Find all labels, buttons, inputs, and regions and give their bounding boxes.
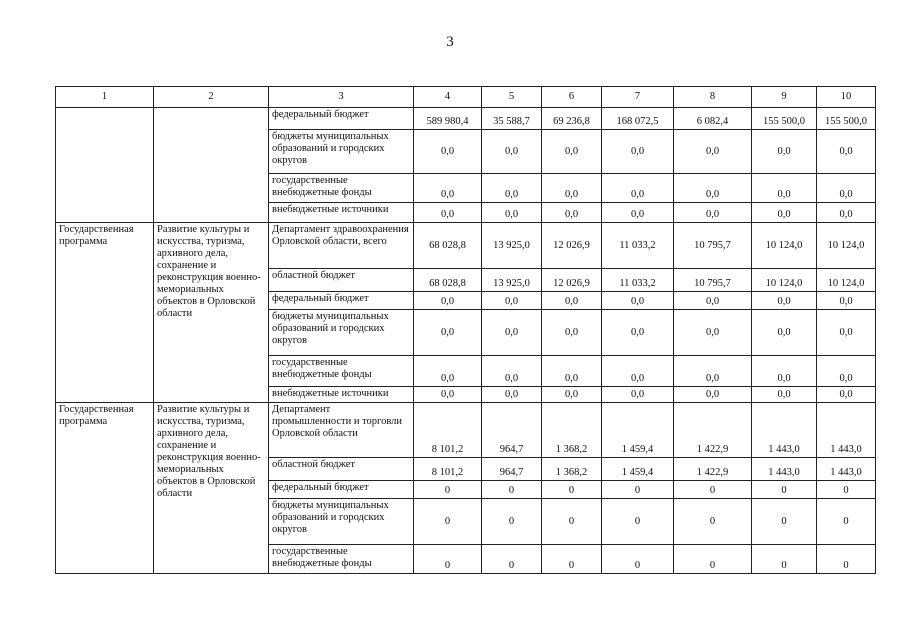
amount-cell: 0 xyxy=(414,499,482,545)
amount-cell: 0,0 xyxy=(674,292,752,310)
amount-cell: 0 xyxy=(752,545,817,574)
funding-source-cell: внебюджетные источники xyxy=(269,203,414,223)
funding-source-cell: государственные внебюджетные фонды xyxy=(269,545,414,574)
amount-cell: 0 xyxy=(817,481,876,499)
program-type-cell: Государственная программа xyxy=(56,403,154,574)
amount-cell: 0,0 xyxy=(482,387,542,403)
amount-cell: 0,0 xyxy=(817,387,876,403)
amount-cell: 0 xyxy=(542,481,602,499)
amount-cell: 0,0 xyxy=(542,174,602,203)
funding-source-cell: федеральный бюджет xyxy=(269,292,414,310)
amount-cell: 0 xyxy=(817,545,876,574)
amount-cell: 0 xyxy=(674,545,752,574)
funding-source-cell: областной бюджет xyxy=(269,269,414,292)
amount-cell: 0 xyxy=(414,481,482,499)
amount-cell: 0,0 xyxy=(602,130,674,174)
amount-cell: 8 101,2 xyxy=(414,403,482,458)
program-title-cell: Развитие культуры и искусства, туризма, архивного дела, сохранение и реконструкция военно-мемориальных объектов в Орловской области xyxy=(154,403,269,574)
funding-source-cell: государственные внебюджетные фонды xyxy=(269,356,414,387)
program-title-cell: Развитие культуры и искусства, туризма, архивного дела, сохранение и реконструкция военно-мемориальных объектов в Орловской области xyxy=(154,223,269,403)
amount-cell: 0,0 xyxy=(542,130,602,174)
column-number-cell: 6 xyxy=(542,87,602,108)
amount-cell: 0,0 xyxy=(817,356,876,387)
column-number-row xyxy=(56,87,876,108)
amount-cell: 35 588,7 xyxy=(482,108,542,130)
amount-cell: 0 xyxy=(482,481,542,499)
amount-cell: 0,0 xyxy=(414,387,482,403)
amount-cell: 0,0 xyxy=(414,130,482,174)
amount-cell: 0,0 xyxy=(414,203,482,223)
amount-cell: 0,0 xyxy=(752,310,817,356)
amount-cell: 0,0 xyxy=(674,310,752,356)
amount-cell: 0,0 xyxy=(414,292,482,310)
amount-cell: 0 xyxy=(602,545,674,574)
amount-cell: 0,0 xyxy=(674,130,752,174)
amount-cell: 0,0 xyxy=(414,356,482,387)
table-row xyxy=(56,223,876,269)
amount-cell: 13 925,0 xyxy=(482,223,542,269)
amount-cell: 0,0 xyxy=(482,203,542,223)
amount-cell: 69 236,8 xyxy=(542,108,602,130)
amount-cell: 0,0 xyxy=(817,310,876,356)
amount-cell: 0,0 xyxy=(817,292,876,310)
amount-cell: 0,0 xyxy=(482,292,542,310)
amount-cell: 1 459,4 xyxy=(602,403,674,458)
funding-source-cell: Департамент здравоохранения Орловской области, всего xyxy=(269,223,414,269)
funding-source-cell: Департамент промышленности и торговли Орловской области xyxy=(269,403,414,458)
column-number-cell: 3 xyxy=(269,87,414,108)
amount-cell: 0 xyxy=(482,545,542,574)
amount-cell: 10 124,0 xyxy=(817,223,876,269)
amount-cell: 168 072,5 xyxy=(602,108,674,130)
column-number-cell: 8 xyxy=(674,87,752,108)
amount-cell: 1 368,2 xyxy=(542,458,602,481)
program-title-cell xyxy=(154,108,269,223)
amount-cell: 0 xyxy=(602,481,674,499)
amount-cell: 68 028,8 xyxy=(414,269,482,292)
amount-cell: 0,0 xyxy=(542,292,602,310)
funding-source-cell: федеральный бюджет xyxy=(269,481,414,499)
column-number-cell: 4 xyxy=(414,87,482,108)
funding-source-cell: бюджеты муниципальных образований и городских округов xyxy=(269,499,414,545)
column-number-cell: 9 xyxy=(752,87,817,108)
amount-cell: 155 500,0 xyxy=(817,108,876,130)
column-number-cell: 5 xyxy=(482,87,542,108)
amount-cell: 10 124,0 xyxy=(752,223,817,269)
amount-cell: 0,0 xyxy=(602,387,674,403)
amount-cell: 0,0 xyxy=(674,203,752,223)
funding-source-cell: федеральный бюджет xyxy=(269,108,414,130)
amount-cell: 0,0 xyxy=(542,310,602,356)
amount-cell: 1 422,9 xyxy=(674,403,752,458)
amount-cell: 1 443,0 xyxy=(817,403,876,458)
amount-cell: 0,0 xyxy=(752,387,817,403)
column-number-cell: 7 xyxy=(602,87,674,108)
column-number-cell: 1 xyxy=(56,87,154,108)
amount-cell: 10 124,0 xyxy=(817,269,876,292)
program-type-cell xyxy=(56,108,154,223)
amount-cell: 0 xyxy=(752,499,817,545)
amount-cell: 0 xyxy=(414,545,482,574)
amount-cell: 964,7 xyxy=(482,458,542,481)
amount-cell: 0,0 xyxy=(542,387,602,403)
amount-cell: 0,0 xyxy=(542,203,602,223)
column-number-cell: 10 xyxy=(817,87,876,108)
amount-cell: 6 082,4 xyxy=(674,108,752,130)
amount-cell: 1 443,0 xyxy=(817,458,876,481)
amount-cell: 964,7 xyxy=(482,403,542,458)
amount-cell: 155 500,0 xyxy=(752,108,817,130)
funding-source-cell: бюджеты муниципальных образований и городских округов xyxy=(269,310,414,356)
amount-cell: 0 xyxy=(674,481,752,499)
amount-cell: 10 795,7 xyxy=(674,223,752,269)
table-row xyxy=(56,403,876,458)
amount-cell: 0,0 xyxy=(674,387,752,403)
funding-source-cell: областной бюджет xyxy=(269,458,414,481)
amount-cell: 1 459,4 xyxy=(602,458,674,481)
funding-source-cell: бюджеты муниципальных образований и городских округов xyxy=(269,130,414,174)
amount-cell: 11 033,2 xyxy=(602,269,674,292)
amount-cell: 12 026,9 xyxy=(542,223,602,269)
amount-cell: 0 xyxy=(752,481,817,499)
program-type-cell: Государственная программа xyxy=(56,223,154,403)
amount-cell: 0 xyxy=(482,499,542,545)
amount-cell: 0 xyxy=(542,545,602,574)
amount-cell: 0,0 xyxy=(602,292,674,310)
amount-cell: 10 124,0 xyxy=(752,269,817,292)
amount-cell: 0,0 xyxy=(674,356,752,387)
amount-cell: 0 xyxy=(674,499,752,545)
amount-cell: 0 xyxy=(542,499,602,545)
amount-cell: 12 026,9 xyxy=(542,269,602,292)
amount-cell: 0,0 xyxy=(752,130,817,174)
amount-cell: 13 925,0 xyxy=(482,269,542,292)
amount-cell: 0,0 xyxy=(674,174,752,203)
amount-cell: 0,0 xyxy=(817,203,876,223)
amount-cell: 11 033,2 xyxy=(602,223,674,269)
amount-cell: 68 028,8 xyxy=(414,223,482,269)
amount-cell: 0,0 xyxy=(602,174,674,203)
amount-cell: 0,0 xyxy=(414,174,482,203)
amount-cell: 10 795,7 xyxy=(674,269,752,292)
amount-cell: 0,0 xyxy=(482,356,542,387)
amount-cell: 0,0 xyxy=(602,356,674,387)
amount-cell: 8 101,2 xyxy=(414,458,482,481)
amount-cell: 0,0 xyxy=(482,130,542,174)
amount-cell: 0 xyxy=(602,499,674,545)
budget-table xyxy=(55,86,876,574)
amount-cell: 1 443,0 xyxy=(752,458,817,481)
amount-cell: 1 422,9 xyxy=(674,458,752,481)
amount-cell: 1 368,2 xyxy=(542,403,602,458)
amount-cell: 0,0 xyxy=(542,356,602,387)
amount-cell: 0,0 xyxy=(414,310,482,356)
amount-cell: 0,0 xyxy=(817,130,876,174)
amount-cell: 0,0 xyxy=(817,174,876,203)
table-row xyxy=(56,108,876,130)
amount-cell: 0 xyxy=(817,499,876,545)
amount-cell: 0,0 xyxy=(602,310,674,356)
amount-cell: 0,0 xyxy=(752,203,817,223)
amount-cell: 0,0 xyxy=(482,174,542,203)
amount-cell: 1 443,0 xyxy=(752,403,817,458)
page-number: 3 xyxy=(446,34,454,50)
amount-cell: 0,0 xyxy=(482,310,542,356)
amount-cell: 0,0 xyxy=(602,203,674,223)
funding-source-cell: государственные внебюджетные фонды xyxy=(269,174,414,203)
amount-cell: 589 980,4 xyxy=(414,108,482,130)
amount-cell: 0,0 xyxy=(752,356,817,387)
amount-cell: 0,0 xyxy=(752,174,817,203)
table-body xyxy=(56,87,876,574)
amount-cell: 0,0 xyxy=(752,292,817,310)
funding-source-cell: внебюджетные источники xyxy=(269,387,414,403)
column-number-cell: 2 xyxy=(154,87,269,108)
